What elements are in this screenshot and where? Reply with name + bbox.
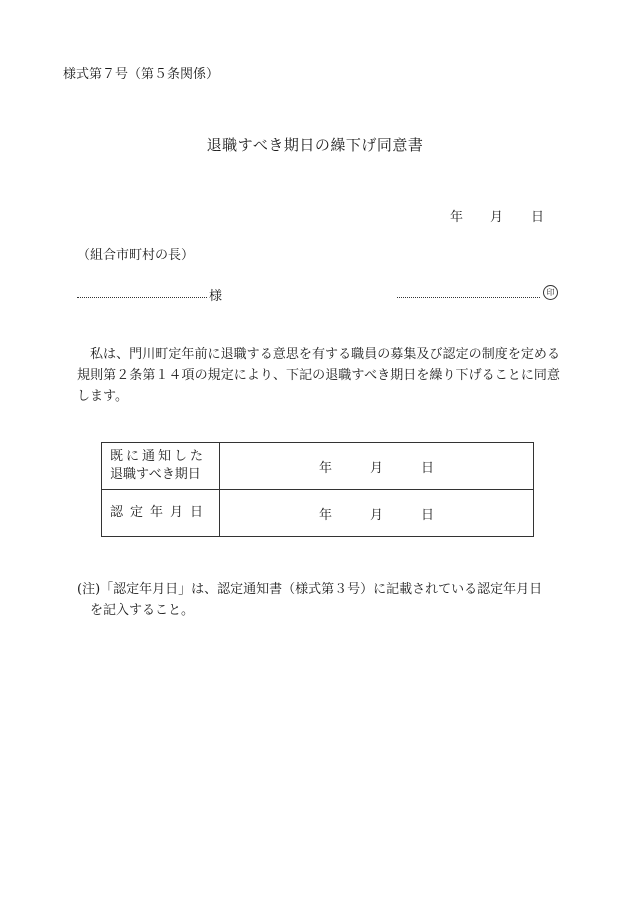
consent-statement: 私は、門川町定年前に退職する意思を有する職員の募集及び認定の制度を定める規則第２条第１４項の規定により、下記の退職すべき期日を繰り下げることに同意します。 bbox=[77, 347, 560, 404]
approval-day-label: 日 bbox=[421, 507, 435, 523]
approval-date-field[interactable] bbox=[220, 490, 534, 537]
date-month-label: 月 bbox=[490, 210, 504, 225]
notified-month-label: 月 bbox=[369, 460, 383, 476]
addressee-label: （組合市町村の長） bbox=[77, 248, 195, 263]
date-line bbox=[0, 206, 630, 225]
honorific: 様 bbox=[209, 289, 223, 304]
date-day-label: 日 bbox=[531, 210, 545, 225]
form-number: 様式第７号（第５条関係） bbox=[63, 67, 220, 82]
signature-line[interactable] bbox=[397, 297, 540, 298]
note bbox=[77, 579, 562, 621]
approval-date-label bbox=[102, 490, 220, 537]
table-row bbox=[102, 443, 534, 490]
approval-year-label: 年 bbox=[318, 507, 332, 523]
table-row bbox=[102, 490, 534, 537]
approval-month-label: 月 bbox=[369, 507, 383, 523]
document-title: 退職すべき期日の繰下げ同意書 bbox=[206, 136, 424, 154]
dates-table bbox=[101, 442, 534, 537]
seal-mark: 印 bbox=[543, 285, 558, 300]
note-line-1: (注)「認定年月日」は、認定通知書（様式第３号）に記載されている認定年月日 bbox=[77, 582, 543, 597]
addressee-name-line[interactable] bbox=[77, 297, 207, 298]
notified-date-label-line1: 既に通知した bbox=[110, 449, 207, 464]
notified-day-label: 日 bbox=[421, 460, 435, 476]
notified-date-label bbox=[102, 443, 220, 490]
notified-date-field[interactable] bbox=[220, 443, 534, 490]
date-year-label: 年 bbox=[450, 210, 464, 225]
notified-date-label-line2: 退職すべき期日 bbox=[110, 467, 201, 482]
notified-year-label: 年 bbox=[318, 460, 332, 476]
note-line-2: を記入すること。 bbox=[90, 603, 195, 618]
approval-date-label-text: 認定年月日 bbox=[110, 505, 211, 520]
